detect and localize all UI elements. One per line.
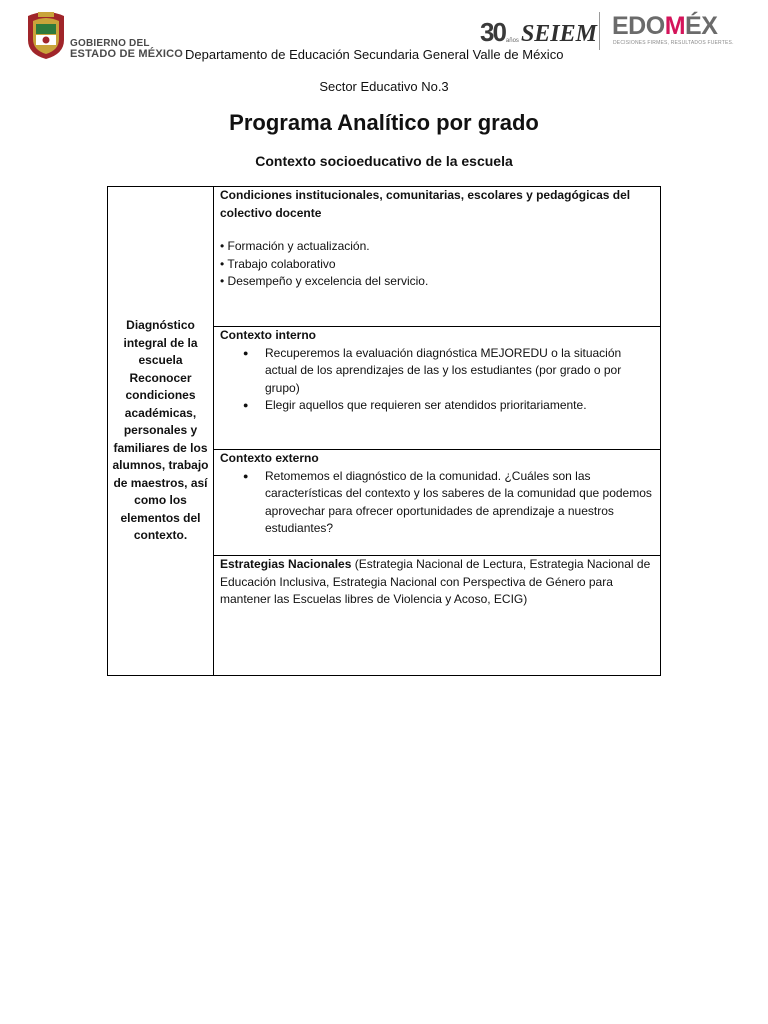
estado-de-mexico-shield-icon: [24, 10, 68, 60]
internal-context-list: [220, 345, 654, 415]
seiem-logo: [480, 18, 597, 48]
edomex-part2: M: [664, 12, 686, 40]
page-subtitle: Contexto socioeducativo de la escuela: [255, 153, 513, 169]
document-header: [0, 0, 768, 66]
diagnostic-cell: [108, 187, 214, 675]
list-item: • Desempeño y excelencia del servicio.: [220, 274, 429, 288]
edomex-tagline: DECISIONES FIRMES, RESULTADOS FUERTES.: [613, 40, 734, 46]
list-item: ● Retomemos el diagnóstico de la comunidad. ¿Cuáles son las características del contexto y los saberes de la comunidad que podemos aprovechar para ofrecer oportunidades de aprendizaje a nuestros estudiantes?: [265, 468, 654, 538]
diagnostic-text: Diagnóstico integral de la escuela Reconocer condiciones académicas, personales y familiares de los alumnos, trabajo de maestros, así como los elementos del contexto.: [112, 318, 209, 543]
national-strategies-heading: Estrategias Nacionales: [220, 557, 352, 571]
edomex-logo: [612, 12, 717, 41]
logo-divider: [599, 12, 600, 50]
department-name: Departamento de Educación Secundaria General Valle de México: [185, 47, 564, 62]
list-item: • Trabajo colaborativo: [220, 256, 336, 271]
internal-context-cell: [214, 327, 660, 450]
sector-label: Sector Educativo No.3: [319, 79, 449, 94]
list-item: ● Recuperemos la evaluación diagnóstica MEJOREDU o la situación actual de los aprendizajes de las y los estudiantes (por grado o por grupo): [265, 345, 654, 398]
seiem-anniversary-number: 30: [480, 17, 505, 47]
institutional-conditions-cell: [214, 187, 660, 327]
list-item: • Formación y actualización.: [220, 239, 370, 253]
edomex-part1: EDO: [612, 12, 665, 40]
seiem-years-label: años: [505, 38, 519, 44]
external-context-list: [220, 468, 654, 538]
list-item: ● Elegir aquellos que requieren ser atendidos prioritariamente.: [265, 397, 654, 415]
gob-line1: GOBIERNO DEL: [70, 38, 150, 49]
gob-line2: ESTADO DE MÉXICO: [70, 48, 184, 60]
internal-context-heading: Contexto interno: [220, 328, 316, 342]
national-strategies-cell: [214, 556, 660, 675]
page-title: Programa Analítico por grado: [229, 110, 539, 135]
seiem-name: SEIEM: [520, 21, 597, 47]
external-context-heading: Contexto externo: [220, 451, 319, 465]
institutional-conditions-list: [220, 238, 654, 291]
context-table: [107, 186, 661, 676]
edomex-part3: ÉX: [685, 12, 718, 40]
national-strategies-text: (Estrategia Nacional de Lectura, Estrategia Nacional de Educación Inclusiva, Estrategia Nacional con Perspectiva de Género para mantener las Escuelas libres de Violencia y Acoso, ECIG): [220, 557, 651, 606]
institutional-conditions-heading: Condiciones institucionales, comunitarias, escolares y pedagógicas del colectivo docente: [220, 188, 631, 220]
gobierno-label: [70, 38, 183, 60]
external-context-cell: [214, 450, 660, 556]
